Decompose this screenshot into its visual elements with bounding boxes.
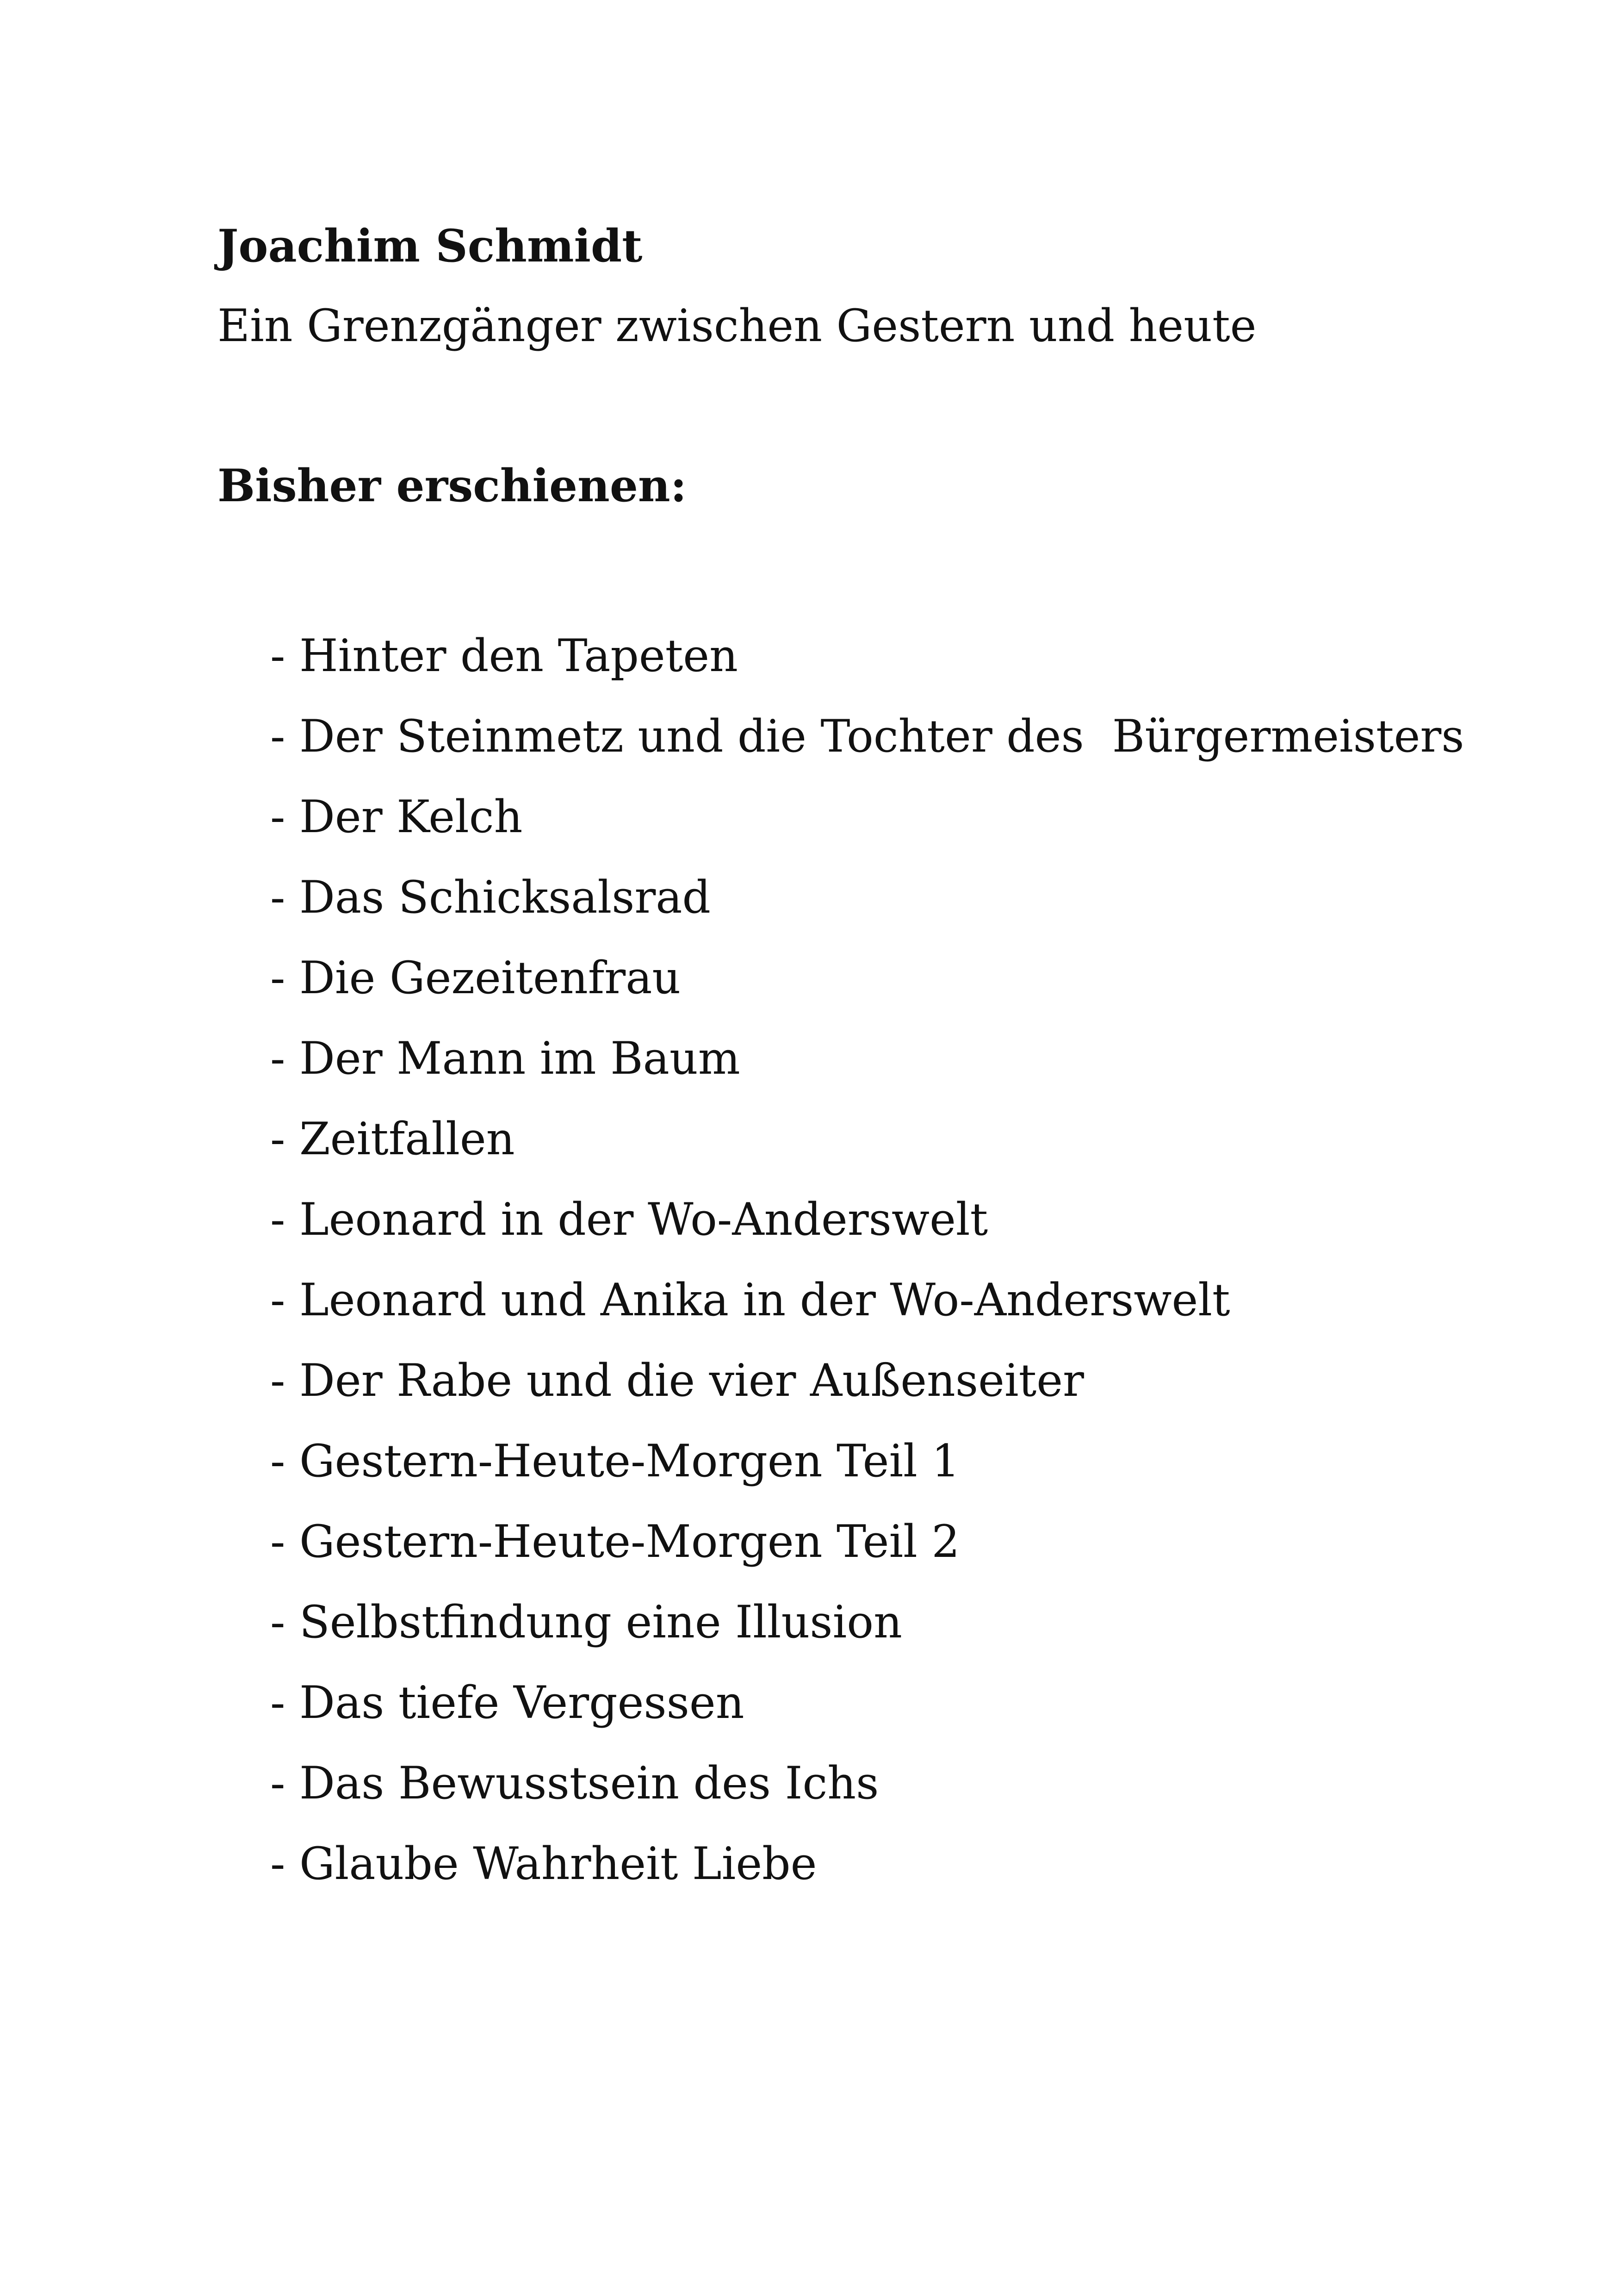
book-title-item: - Zeitfallen: [270, 1113, 515, 1165]
published-heading: Bisher erschienen:: [217, 460, 687, 512]
book-title-item: - Gestern-Heute-Morgen Teil 2: [270, 1516, 960, 1568]
book-title-item: - Selbstfindung eine Illusion: [270, 1596, 902, 1648]
book-title-item: - Der Rabe und die vier Außenseiter: [270, 1355, 1084, 1406]
book-title-item: - Das Bewusstsein des Ichs: [270, 1757, 879, 1809]
author-subtitle: Ein Grenzgänger zwischen Gestern und heute: [217, 300, 1257, 352]
book-title-item: - Leonard und Anika in der Wo-Anderswelt: [270, 1274, 1230, 1326]
author-name: Joachim Schmidt: [217, 220, 643, 272]
book-title-item: - Glaube Wahrheit Liebe: [270, 1838, 817, 1890]
published-books-list: [270, 616, 1464, 1904]
book-title-item: - Der Kelch: [270, 791, 523, 843]
book-title-item: - Die Gezeitenfrau: [270, 952, 681, 1004]
book-title-item: - Hinter den Tapeten: [270, 630, 738, 682]
book-title-item: - Das tiefe Vergessen: [270, 1677, 744, 1729]
book-title-item: - Gestern-Heute-Morgen Teil 1: [270, 1435, 960, 1487]
book-title-item: - Leonard in der Wo-Anderswelt: [270, 1194, 988, 1245]
book-title-item: - Das Schicksalsrad: [270, 871, 711, 923]
book-title-item: - Der Mann im Baum: [270, 1033, 740, 1084]
book-title-item: - Der Steinmetz und die Tochter des Bürgermeisters: [270, 710, 1464, 762]
